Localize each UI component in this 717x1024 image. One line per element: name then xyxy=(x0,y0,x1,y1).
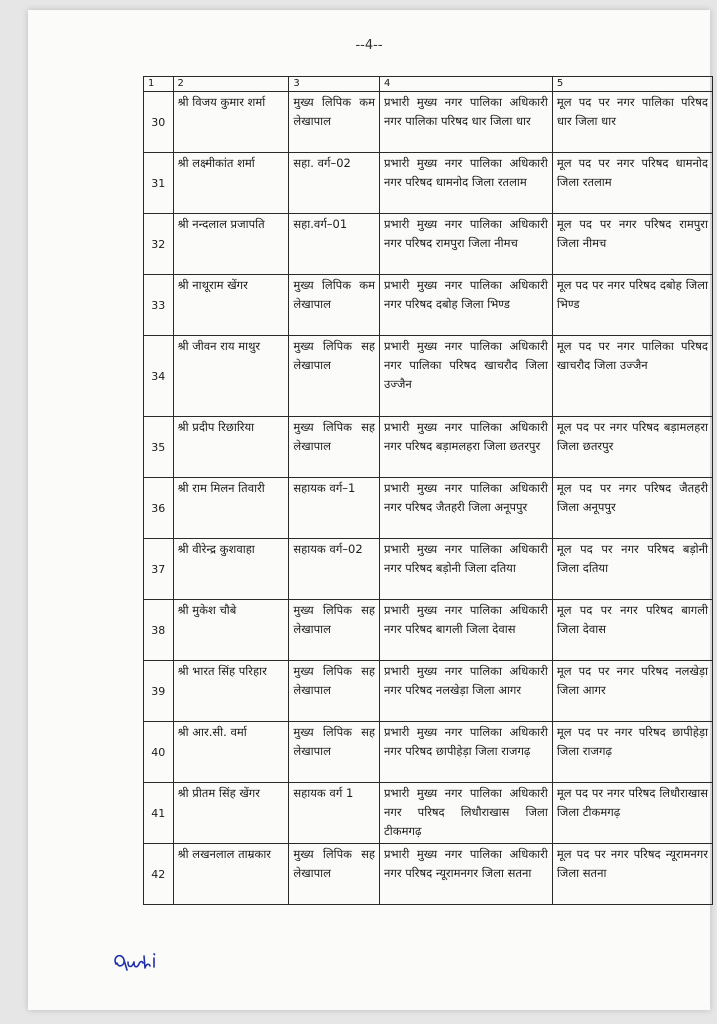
original-post-cell: मूल पद पर नगर परिषद न्यूरामनगर जिला सतना xyxy=(552,844,712,905)
serial-number-cell: 35 xyxy=(144,417,174,478)
original-post-cell: मूल पद पर नगर परिषद धामनोद जिला रतलाम xyxy=(552,153,712,214)
designation-cell: मुख्य लिपिक कम लेखापाल xyxy=(289,275,380,336)
designation-cell: मुख्य लिपिक सह लेखापाल xyxy=(289,600,380,661)
officer-name-cell: श्री भारत सिंह परिहार xyxy=(173,661,289,722)
table-row xyxy=(144,92,713,153)
column-header: 5 xyxy=(552,77,712,92)
designation-cell: मुख्य लिपिक सह लेखापाल xyxy=(289,722,380,783)
serial-number-cell: 42 xyxy=(144,844,174,905)
serial-number-cell: 38 xyxy=(144,600,174,661)
officer-name-cell: श्री प्रदीप रिछारिया xyxy=(173,417,289,478)
original-post-cell: मूल पद पर नगर परिषद दबोह जिला भिण्ड xyxy=(552,275,712,336)
table-row xyxy=(144,336,713,417)
column-header: 3 xyxy=(289,77,380,92)
officer-name-cell: श्री आर.सी. वर्मा xyxy=(173,722,289,783)
officer-name-cell: श्री राम मिलन तिवारी xyxy=(173,478,289,539)
original-post-cell: मूल पद पर नगर परिषद छापीहेड़ा जिला राजगढ़ xyxy=(552,722,712,783)
charge-post-cell: प्रभारी मुख्य नगर पालिका अधिकारी नगर परिषद लिधौराखास जिला टीकमगढ़ xyxy=(380,783,553,844)
table-row xyxy=(144,417,713,478)
original-post-cell: मूल पद पर नगर परिषद बड़ामलहरा जिला छतरपुर xyxy=(552,417,712,478)
table-header-row xyxy=(144,77,713,92)
serial-number-cell: 33 xyxy=(144,275,174,336)
table-row xyxy=(144,275,713,336)
original-post-cell: मूल पद पर नगर परिषद जैतहरी जिला अनूपपुर xyxy=(552,478,712,539)
original-post-cell: मूल पद पर नगर पालिका परिषद धार जिला धार xyxy=(552,92,712,153)
serial-number-cell: 30 xyxy=(144,92,174,153)
table-row xyxy=(144,214,713,275)
table-row xyxy=(144,600,713,661)
column-header: 2 xyxy=(173,77,289,92)
designation-cell: सहायक वर्ग–1 xyxy=(289,478,380,539)
serial-number-cell: 36 xyxy=(144,478,174,539)
officer-name-cell: श्री लखनलाल ताम्रकार xyxy=(173,844,289,905)
serial-number-cell: 31 xyxy=(144,153,174,214)
original-post-cell: मूल पद पर नगर परिषद नलखेड़ा जिला आगर xyxy=(552,661,712,722)
serial-number-cell: 40 xyxy=(144,722,174,783)
table-row xyxy=(144,153,713,214)
designation-cell: सहायक वर्ग–02 xyxy=(289,539,380,600)
officer-name-cell: श्री प्रीतम सिंह खेंगर xyxy=(173,783,289,844)
signature xyxy=(110,946,180,976)
original-post-cell: मूल पद पर नगर पालिका परिषद खाचरौद जिला उज्जैन xyxy=(552,336,712,417)
column-header: 4 xyxy=(380,77,553,92)
table-row xyxy=(144,844,713,905)
designation-cell: मुख्य लिपिक कम लेखापाल xyxy=(289,92,380,153)
serial-number-cell: 37 xyxy=(144,539,174,600)
officer-name-cell: श्री जीवन राय माथुर xyxy=(173,336,289,417)
charge-post-cell: प्रभारी मुख्य नगर पालिका अधिकारी नगर परिषद बड़ामलहरा जिला छतरपुर xyxy=(380,417,553,478)
charge-post-cell: प्रभारी मुख्य नगर पालिका अधिकारी नगर परिषद जैतहरी जिला अनूपपुर xyxy=(380,478,553,539)
original-post-cell: मूल पद पर नगर परिषद रामपुरा जिला नीमच xyxy=(552,214,712,275)
original-post-cell: मूल पद पर नगर परिषद बागली जिला देवास xyxy=(552,600,712,661)
table-row xyxy=(144,783,713,844)
officer-name-cell: श्री लक्ष्मीकांत शर्मा xyxy=(173,153,289,214)
designation-cell: सहायक वर्ग 1 xyxy=(289,783,380,844)
original-post-cell: मूल पद पर नगर परिषद बड़ोनी जिला दतिया xyxy=(552,539,712,600)
officer-name-cell: श्री विजय कुमार शर्मा xyxy=(173,92,289,153)
charge-post-cell: प्रभारी मुख्य नगर पालिका अधिकारी नगर परिषद छापीहेड़ा जिला राजगढ़ xyxy=(380,722,553,783)
charge-post-cell: प्रभारी मुख्य नगर पालिका अधिकारी नगर परिषद दबोह जिला भिण्ड xyxy=(380,275,553,336)
charge-post-cell: प्रभारी मुख्य नगर पालिका अधिकारी नगर पालिका परिषद धार जिला धार xyxy=(380,92,553,153)
table-row xyxy=(144,539,713,600)
designation-cell: मुख्य लिपिक सह लेखापाल xyxy=(289,336,380,417)
designation-cell: मुख्य लिपिक सह लेखापाल xyxy=(289,844,380,905)
page-number: --4-- xyxy=(355,38,383,53)
charge-post-cell: प्रभारी मुख्य नगर पालिका अधिकारी नगर पालिका परिषद खाचरौद जिला उज्जैन xyxy=(380,336,553,417)
serial-number-cell: 41 xyxy=(144,783,174,844)
charge-post-cell: प्रभारी मुख्य नगर पालिका अधिकारी नगर परिषद बड़ोनी जिला दतिया xyxy=(380,539,553,600)
table-row xyxy=(144,661,713,722)
charge-post-cell: प्रभारी मुख्य नगर पालिका अधिकारी नगर परिषद बागली जिला देवास xyxy=(380,600,553,661)
table-row xyxy=(144,722,713,783)
designation-cell: मुख्य लिपिक सह लेखापाल xyxy=(289,661,380,722)
serial-number-cell: 34 xyxy=(144,336,174,417)
table-row xyxy=(144,478,713,539)
officer-name-cell: श्री नन्दलाल प्रजापति xyxy=(173,214,289,275)
charge-post-cell: प्रभारी मुख्य नगर पालिका अधिकारी नगर परिषद धामनोद जिला रतलाम xyxy=(380,153,553,214)
document-page xyxy=(28,10,710,1010)
officer-name-cell: श्री नाथूराम खेंगर xyxy=(173,275,289,336)
column-header: 1 xyxy=(144,77,174,92)
original-post-cell: मूल पद पर नगर परिषद लिधौराखास जिला टीकमगढ़ xyxy=(552,783,712,844)
designation-cell: सहा.वर्ग–01 xyxy=(289,214,380,275)
charge-post-cell: प्रभारी मुख्य नगर पालिका अधिकारी नगर परिषद नलखेड़ा जिला आगर xyxy=(380,661,553,722)
serial-number-cell: 32 xyxy=(144,214,174,275)
charge-post-cell: प्रभारी मुख्य नगर पालिका अधिकारी नगर परिषद रामपुरा जिला नीमच xyxy=(380,214,553,275)
officer-name-cell: श्री वीरेन्द्र कुशवाहा xyxy=(173,539,289,600)
designation-cell: सहा. वर्ग–02 xyxy=(289,153,380,214)
designation-cell: मुख्य लिपिक सह लेखापाल xyxy=(289,417,380,478)
serial-number-cell: 39 xyxy=(144,661,174,722)
transfer-table xyxy=(143,76,713,905)
officer-name-cell: श्री मुकेश चौबे xyxy=(173,600,289,661)
charge-post-cell: प्रभारी मुख्य नगर पालिका अधिकारी नगर परिषद न्यूरामनगर जिला सतना xyxy=(380,844,553,905)
